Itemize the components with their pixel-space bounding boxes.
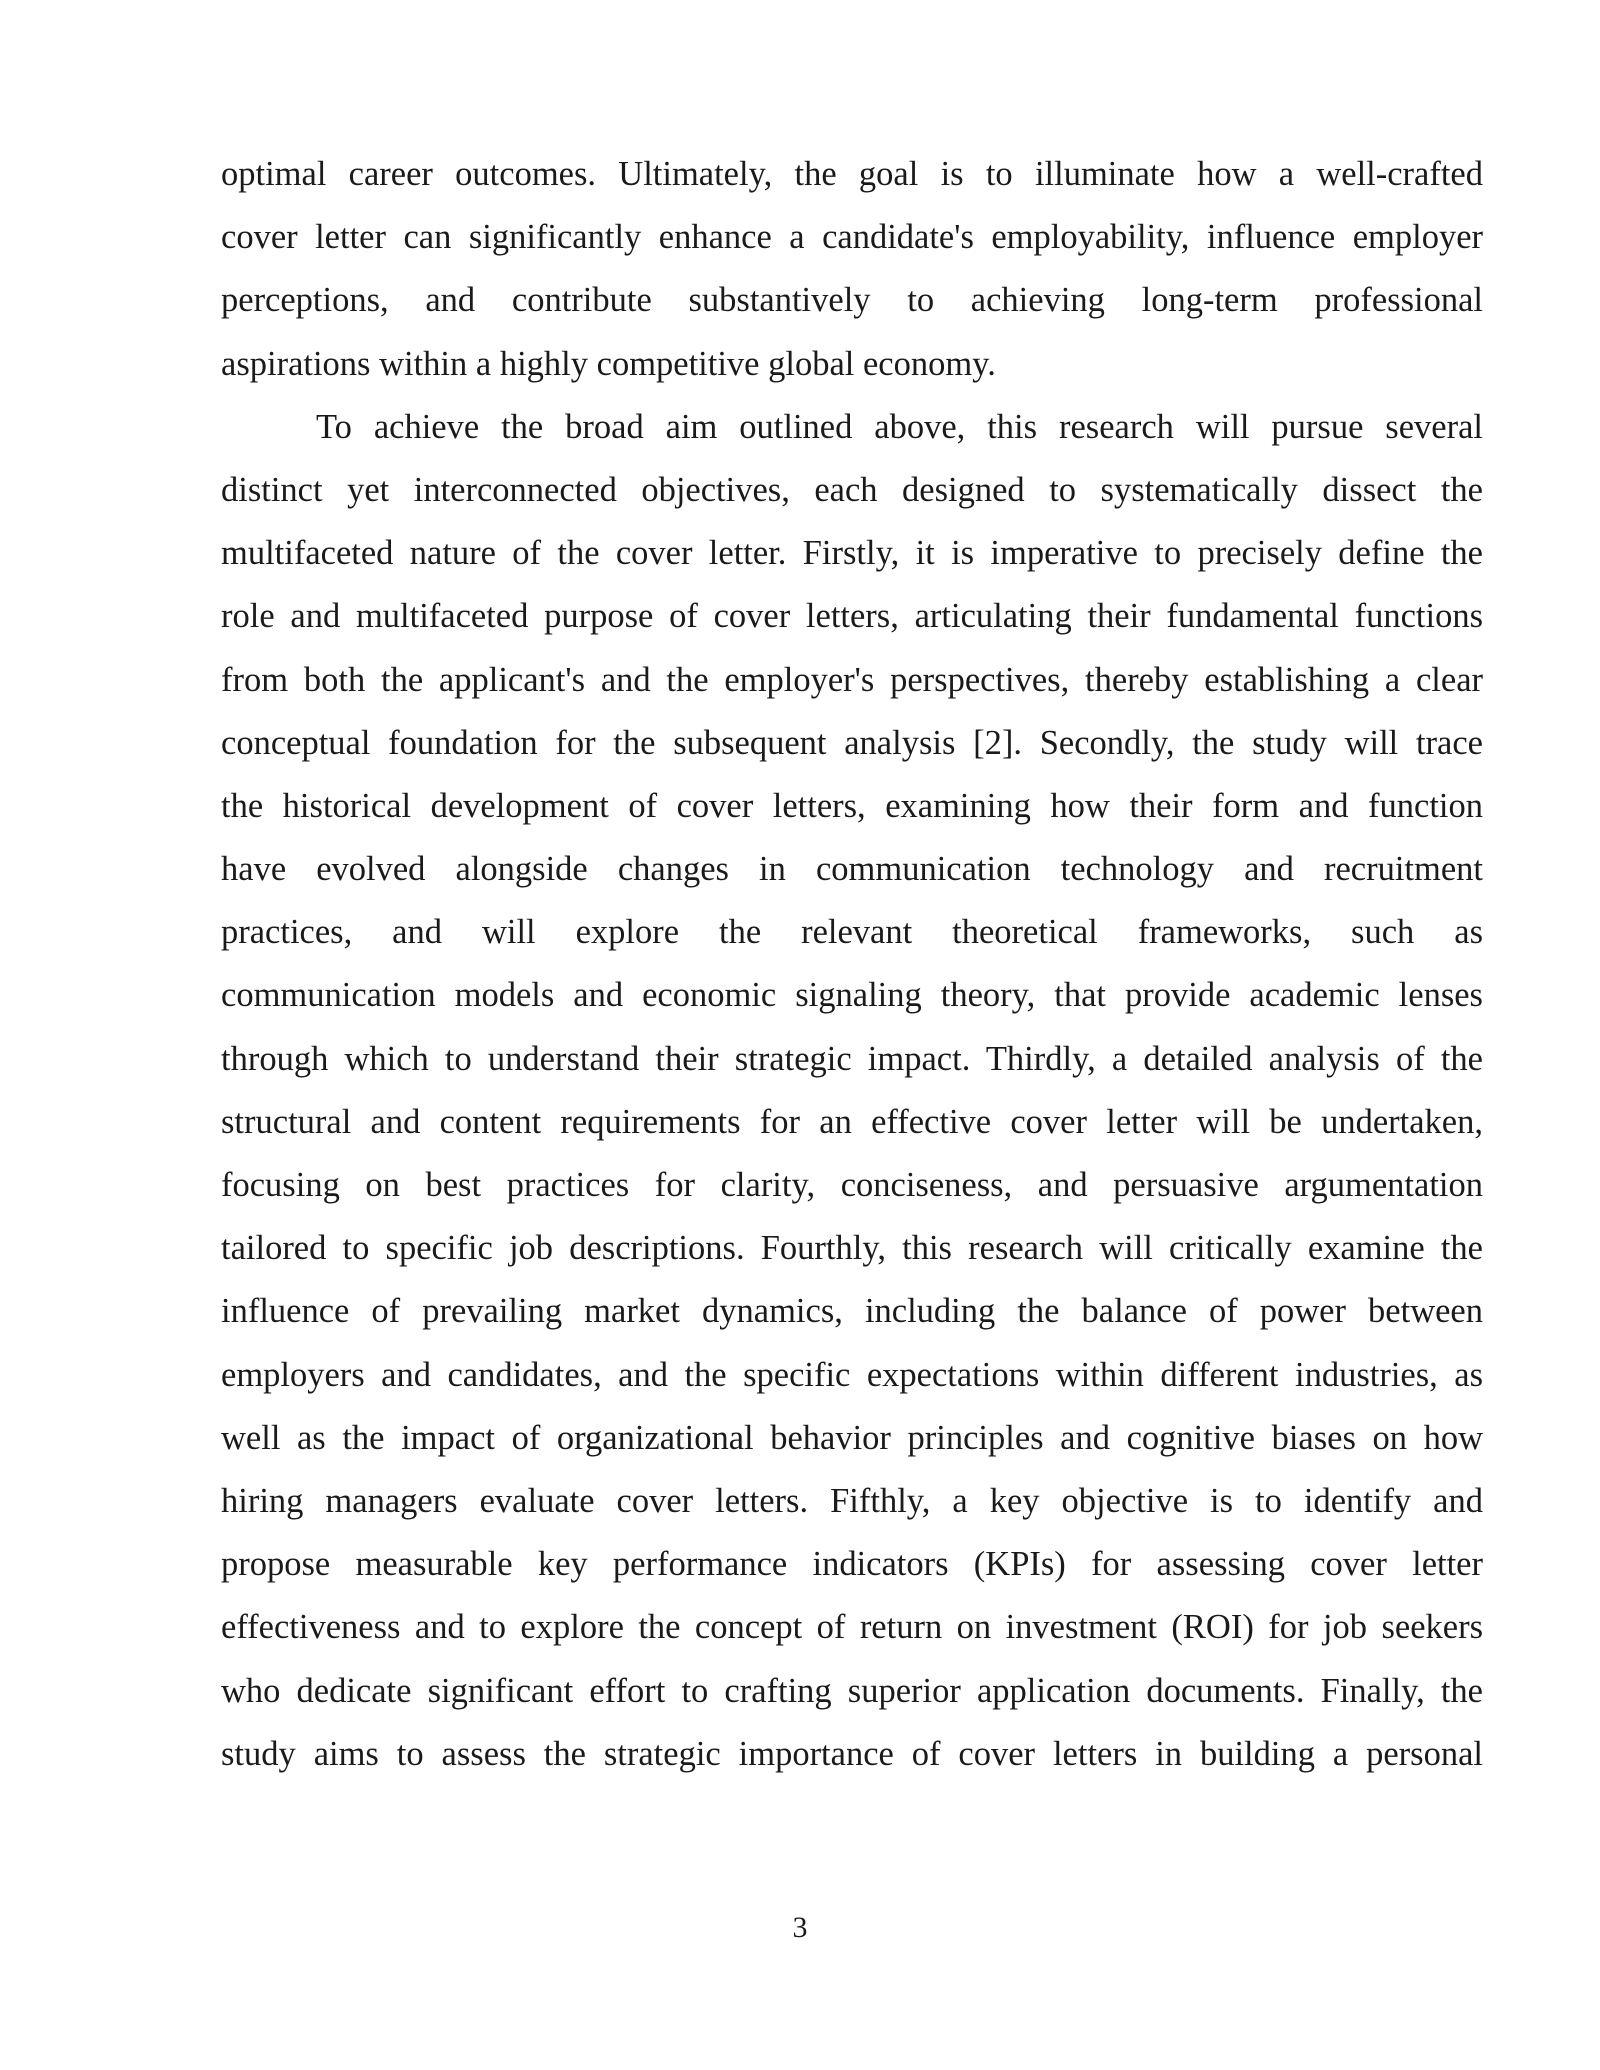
- text-line: effectiveness and to explore the concept of return on investment (ROI) for job seekers: [221, 1608, 1483, 1647]
- text-line: practices, and will explore the relevant theoretical frameworks, such as: [221, 913, 1483, 952]
- text-line: communication models and economic signaling theory, that provide academic lenses: [221, 976, 1483, 1015]
- text-line: role and multifaceted purpose of cover letters, articulating their fundamental functions: [221, 597, 1483, 636]
- text-line: propose measurable key performance indicators (KPIs) for assessing cover letter: [221, 1545, 1483, 1584]
- text-line: employers and candidates, and the specific expectations within different industries, as: [221, 1355, 1483, 1394]
- text-line: hiring managers evaluate cover letters. Fifthly, a key objective is to identify and: [221, 1481, 1483, 1520]
- text-line: distinct yet interconnected objectives, each designed to systematically dissect the: [221, 470, 1483, 509]
- text-line: aspirations within a highly competitive global economy.: [221, 344, 996, 383]
- paragraph-2: [221, 396, 1483, 1786]
- text-line: from both the applicant's and the employer's perspectives, thereby establishing a clear: [221, 660, 1483, 699]
- text-line: through which to understand their strategic impact. Thirdly, a detailed analysis of the: [221, 1039, 1483, 1078]
- text-line: who dedicate significant effort to crafting superior application documents. Finally, the: [221, 1671, 1483, 1710]
- text-line: well as the impact of organizational behavior principles and cognitive biases on how: [221, 1418, 1483, 1457]
- text-line: multifaceted nature of the cover letter. Firstly, it is imperative to precisely define the: [221, 534, 1483, 573]
- text-line: the historical development of cover letters, examining how their form and function: [221, 786, 1483, 825]
- text-line: study aims to assess the strategic importance of cover letters in building a personal: [221, 1734, 1483, 1773]
- text-line: focusing on best practices for clarity, conciseness, and persuasive argumentation: [221, 1166, 1483, 1204]
- text-line: To achieve the broad aim outlined above, this research will pursue several: [316, 407, 1483, 446]
- text-line: have evolved alongside changes in communication technology and recruitment: [221, 850, 1483, 889]
- text-line: structural and content requirements for an effective cover letter will be undertaken,: [221, 1102, 1483, 1141]
- text-line: conceptual foundation for the subsequent analysis [2]. Secondly, the study will trace: [221, 723, 1483, 762]
- text-line: cover letter can significantly enhance a candidate's employability, influence employer: [221, 218, 1483, 257]
- body-text: [221, 143, 1483, 1786]
- text-line: tailored to specific job descriptions. Fourthly, this research will critically examine the: [221, 1229, 1483, 1268]
- page-number: 3: [792, 1911, 808, 1944]
- text-line: perceptions, and contribute substantively to achieving long-term professional: [221, 281, 1483, 320]
- text-line: influence of prevailing market dynamics, including the balance of power between: [221, 1292, 1483, 1331]
- text-line: optimal career outcomes. Ultimately, the goal is to illuminate how a well-crafted: [221, 155, 1483, 193]
- paragraph-1: [221, 143, 1483, 396]
